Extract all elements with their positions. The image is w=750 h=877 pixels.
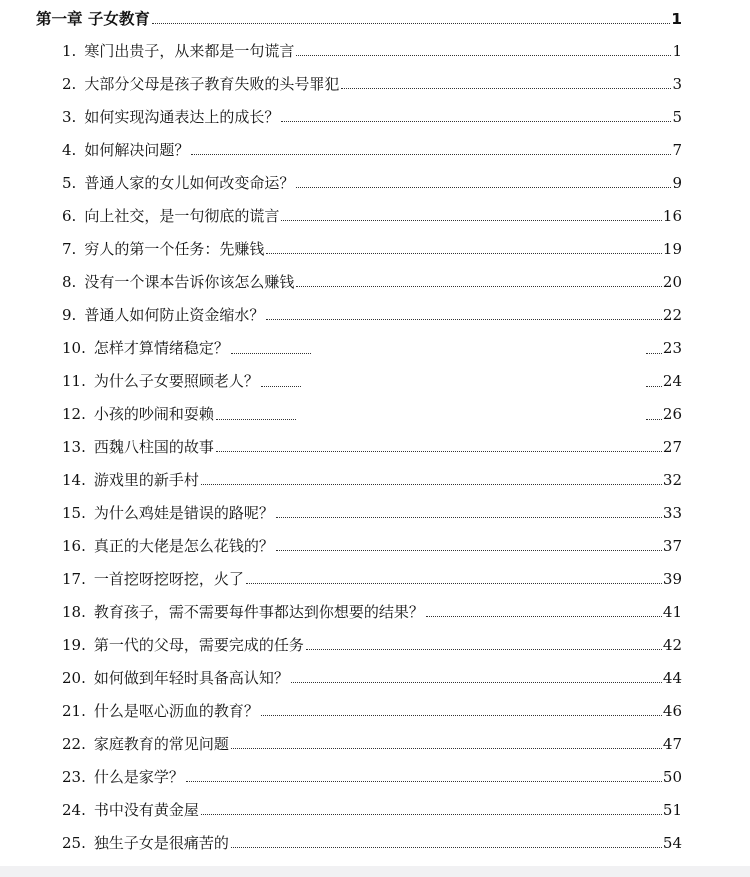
entry-title: 书中没有黄金屋 — [93, 801, 199, 819]
entry-number: 23. — [62, 768, 86, 786]
entry-number: 13. — [62, 438, 86, 456]
entry-title: 游戏里的新手村 — [93, 471, 199, 489]
toc-entry[interactable] — [62, 797, 682, 819]
entry-title: 家庭教育的常见问题 — [93, 735, 229, 753]
entry-title: 向上社交，是一句彻底的谎言 — [84, 207, 280, 225]
dot-leader — [216, 450, 662, 452]
entry-number: 9. — [62, 306, 77, 324]
toc-entry[interactable] — [62, 830, 682, 852]
entry-number: 6. — [62, 207, 77, 225]
entry-title: 如何实现沟通表达上的成长？ — [84, 108, 280, 126]
entry-page-number: 42 — [662, 636, 682, 654]
entry-title: 真正的大佬是怎么花钱的？ — [93, 537, 274, 555]
entry-page-number: 26 — [662, 405, 682, 423]
dot-leader — [276, 549, 662, 551]
entry-page-number: 24 — [662, 372, 682, 390]
entry-title: 怎样才算情绪稳定？ — [93, 339, 229, 357]
dot-leader — [186, 780, 662, 782]
entry-page-number: 37 — [662, 537, 682, 555]
toc-entry[interactable] — [62, 533, 682, 555]
toc-entry[interactable] — [62, 137, 682, 159]
entry-title: 小孩的吵闹和耍赖 — [93, 405, 214, 423]
dot-leader — [231, 352, 662, 353]
entry-page-number: 19 — [662, 240, 682, 258]
entry-title: 如何解决问题？ — [84, 141, 190, 159]
entry-title: 普通人家的女儿如何改变命运？ — [84, 174, 295, 192]
entry-title: 普通人如何防止资金缩水？ — [84, 306, 265, 324]
entry-page-number: 16 — [662, 207, 682, 225]
entry-page-number: 9 — [672, 174, 682, 192]
entry-page-number: 44 — [662, 669, 682, 687]
entry-number: 22. — [62, 735, 86, 753]
entry-title: 一首挖呀挖呀挖，火了 — [93, 570, 244, 588]
dot-leader — [266, 318, 662, 320]
entry-number: 14. — [62, 471, 86, 489]
entry-title: 为什么鸡娃是错误的路呢？ — [93, 504, 274, 522]
toc-entry[interactable] — [62, 203, 682, 225]
dot-leader — [261, 385, 662, 386]
dot-leader — [296, 285, 662, 287]
toc-entry[interactable] — [62, 335, 682, 357]
toc-entry[interactable] — [62, 104, 682, 126]
entry-page-number: 54 — [662, 834, 682, 852]
dot-leader — [216, 418, 662, 419]
entry-page-number: 39 — [662, 570, 682, 588]
entry-page-number: 47 — [662, 735, 682, 753]
entry-page-number: 41 — [662, 603, 682, 621]
dot-leader — [281, 120, 671, 122]
entry-number: 16. — [62, 537, 86, 555]
dot-leader — [191, 153, 671, 155]
entry-page-number: 1 — [672, 42, 682, 60]
dot-leader — [152, 22, 670, 24]
entry-number: 2. — [62, 75, 77, 93]
dot-leader — [266, 252, 662, 254]
entry-number: 21. — [62, 702, 86, 720]
toc-entry[interactable] — [62, 665, 682, 687]
entry-title: 为什么子女要照顾老人？ — [93, 372, 259, 390]
entry-page-number: 50 — [662, 768, 682, 786]
entry-number: 18. — [62, 603, 86, 621]
entry-title: 穷人的第一个任务：先赚钱 — [84, 240, 265, 258]
toc-entry[interactable] — [62, 302, 682, 324]
dot-leader — [426, 615, 662, 617]
dot-leader — [291, 681, 662, 683]
viewer-bottom-strip — [0, 866, 750, 877]
toc-entry[interactable] — [62, 500, 682, 522]
entry-number: 11. — [62, 372, 86, 390]
toc-entry[interactable] — [62, 368, 682, 390]
toc-entry[interactable] — [62, 236, 682, 258]
entry-page-number: 46 — [662, 702, 682, 720]
dot-leader — [296, 54, 671, 56]
dot-leader — [306, 648, 662, 650]
entry-page-number: 20 — [662, 273, 682, 291]
toc-entry[interactable] — [62, 38, 682, 60]
toc-entry[interactable] — [62, 170, 682, 192]
toc-entry[interactable] — [62, 401, 682, 423]
entry-number: 15. — [62, 504, 86, 522]
dot-leader — [246, 582, 662, 584]
dot-leader — [201, 813, 662, 815]
toc-entry[interactable] — [62, 434, 682, 456]
entry-number: 5. — [62, 174, 77, 192]
chapter-title: 第一章 子女教育 — [36, 10, 150, 28]
entry-number: 17. — [62, 570, 86, 588]
chapter-page-number: 1 — [671, 10, 682, 28]
entry-number: 8. — [62, 273, 77, 291]
entry-number: 3. — [62, 108, 77, 126]
entry-page-number: 22 — [662, 306, 682, 324]
entry-number: 4. — [62, 141, 77, 159]
entry-page-number: 7 — [672, 141, 682, 159]
toc-entry[interactable] — [62, 71, 682, 93]
toc-entry[interactable] — [62, 764, 682, 786]
toc-entry[interactable] — [62, 731, 682, 753]
entry-number: 24. — [62, 801, 86, 819]
entry-title: 什么是呕心沥血的教育？ — [93, 702, 259, 720]
dot-leader — [276, 516, 662, 518]
dot-leader — [231, 846, 662, 848]
entry-number: 12. — [62, 405, 86, 423]
entry-number: 7. — [62, 240, 77, 258]
entry-title: 西魏八柱国的故事 — [93, 438, 214, 456]
entry-page-number: 33 — [662, 504, 682, 522]
entry-title: 大部分父母是孩子教育失败的头号罪犯 — [84, 75, 340, 93]
entry-number: 1. — [62, 42, 77, 60]
entry-page-number: 32 — [662, 471, 682, 489]
entry-page-number: 51 — [662, 801, 682, 819]
dot-leader — [201, 483, 662, 485]
toc-entry[interactable] — [62, 467, 682, 489]
entry-number: 20. — [62, 669, 86, 687]
dot-leader — [231, 747, 662, 749]
dot-leader — [281, 219, 662, 221]
dot-leader — [296, 186, 671, 188]
entry-title: 如何做到年轻时具备高认知？ — [93, 669, 289, 687]
entry-page-number: 27 — [662, 438, 682, 456]
toc-entry[interactable] — [62, 269, 682, 291]
toc-entry[interactable] — [62, 632, 682, 654]
entry-page-number: 3 — [672, 75, 682, 93]
entry-title: 没有一个课本告诉你该怎么赚钱 — [84, 273, 295, 291]
entry-title: 教育孩子，需不需要每件事都达到你想要的结果？ — [93, 603, 424, 621]
dot-leader — [341, 87, 671, 89]
entry-title: 独生子女是很痛苦的 — [93, 834, 229, 852]
entry-page-number: 5 — [672, 108, 682, 126]
toc-entry[interactable] — [62, 698, 682, 720]
entry-title: 第一代的父母，需要完成的任务 — [93, 636, 304, 654]
entry-page-number: 23 — [662, 339, 682, 357]
entry-number: 10. — [62, 339, 86, 357]
entry-number: 25. — [62, 834, 86, 852]
toc-entry[interactable] — [62, 566, 682, 588]
entry-number: 19. — [62, 636, 86, 654]
dot-leader — [261, 714, 662, 716]
entry-title: 寒门出贵子，从来都是一句谎言 — [84, 42, 295, 60]
entry-title: 什么是家学？ — [93, 768, 184, 786]
toc-entry[interactable] — [62, 599, 682, 621]
toc-chapter-row[interactable] — [36, 6, 682, 28]
